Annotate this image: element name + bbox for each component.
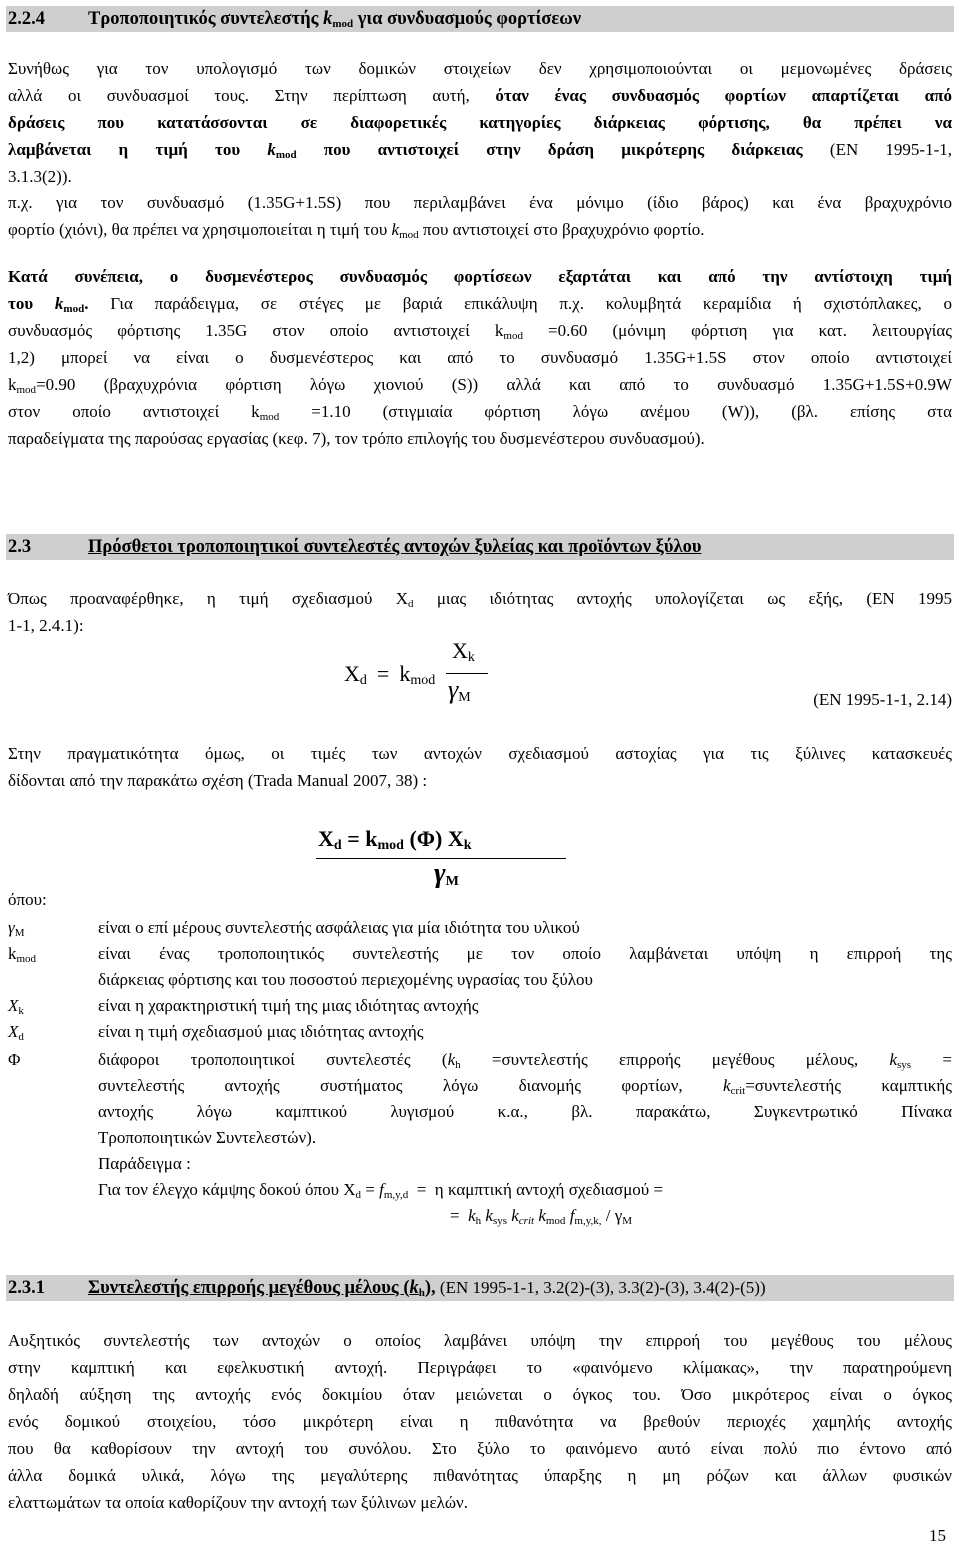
text-run: στον οποίο αντιστοιχεί k (8, 402, 260, 421)
section-title-part: ), (424, 1278, 436, 1298)
text-line: π.χ. για τον συνδυασμό (1.35G+1.5S) που περιλαμβάνει ένα μόνιμο (ίδιο βάρος) και ένα βραχυχρόνιο (8, 193, 952, 212)
paragraph-4 (8, 585, 952, 639)
section-title (88, 1278, 436, 1298)
def-phi-symbol: Φ (8, 1050, 21, 1069)
def-xk-text (98, 993, 952, 1019)
text-run: k (447, 1050, 456, 1069)
eq-symbol: X (447, 826, 464, 851)
subscript: d (333, 838, 342, 853)
definitions-intro: όπου: (8, 890, 47, 909)
text-run: συντελεστής αντοχής συστήματος λόγω διανομής φορτίων, (98, 1076, 723, 1095)
text-line: Κατά συνέπεια, ο δυσμενέστερος συνδυασμός φορτίσεων εξαρτάται και από την αντίστοιχη τιμή (8, 267, 952, 286)
text-line: δίδονται από την παρακάτω σχέση (Trada Manual 2007, 38) : (8, 771, 428, 790)
text-line (8, 82, 952, 109)
text-run: = (450, 1206, 469, 1225)
bold-text: λαμβάνεται η τιμή του (8, 140, 268, 159)
def-symbol: X (8, 1022, 19, 1041)
subscript: h (475, 1215, 482, 1227)
text-run: k (391, 220, 400, 239)
text-run: =0.90 (βραχυχρόνια φόρτιση λόγω χιονιού (S)) αλλά και από το συνδυασμό 1.35G+1.5S+0.9W (36, 375, 952, 394)
eq-symbol: X (452, 638, 468, 663)
text-line: άλλα δομικά υλικά, λόγω της μεγαλύτερης πιθανότητας ύπαρξης η μη ρόζων και άλλων φυσικών (8, 1466, 952, 1485)
example-line-1 (98, 1177, 952, 1203)
text-line (8, 317, 952, 344)
subscript: h (418, 1287, 425, 1299)
text-run: k (507, 1206, 519, 1225)
paragraph-2 (8, 189, 952, 243)
subscript: mod (545, 1215, 566, 1227)
text-run: f (565, 1206, 575, 1225)
subscript: M (14, 927, 25, 939)
text-run: Όπως προαναφέρθηκε, η τιμή σχεδιασμού X (8, 589, 408, 608)
text-line (8, 585, 952, 612)
text-line: στην καμπτική και εφελκυστική αντοχή. Περιγράφει το «φαινόμενο κλίμακας», την παρατηρούμενη (8, 1358, 952, 1377)
section-number: 2.3 (8, 537, 32, 557)
text-run: f (379, 1180, 384, 1199)
text-line: που θα καθορίσουν την αντοχή του συνόλου. Στο ξύλο το φαινόμενο αυτό είναι πολύ πιο έντονο από (8, 1439, 952, 1458)
eq-symbol: γ (434, 858, 446, 889)
def-xk-symbol (8, 996, 24, 1016)
section-number: 2.3.1 (8, 1278, 45, 1298)
text-line (8, 371, 952, 398)
text-run: = (911, 1050, 952, 1069)
subscript: h (455, 1059, 461, 1071)
paragraph-3 (8, 263, 952, 452)
eq-symbol: k (365, 826, 378, 851)
eq-sign: = (341, 826, 366, 851)
text-run: =0.60 (μόνιμη φόρτιση για κατ. λειτουργίας (522, 321, 952, 340)
text-line: είναι η χαρακτηριστική τιμή της μιας ιδιότητας αντοχής (98, 996, 479, 1015)
section-heading-2-3-1 (6, 1275, 954, 1301)
text-line (8, 290, 952, 317)
eq1-denominator (448, 675, 471, 705)
text-line (8, 398, 952, 425)
text-line: ενός δομικού στοιχείου, τόσο μικρότερη είναι η πιθανότητα να βρεθούν περιοχές χαμηλής αντοχής (8, 1412, 952, 1431)
subscript: m,y,k, (574, 1215, 602, 1227)
text-line: Αυξητικός συντελεστής των αντοχών ο οποίος λαμβάνει υπόψη την επιρροή του μεγέθους του μέλους (8, 1331, 952, 1350)
text-line: δράσεις που κατατάσσονται σε διαφορετικές κατηγορίες διάρκειας φόρτισης, θα πρέπει να (8, 113, 952, 132)
text-line (8, 216, 952, 243)
example-line-2 (98, 1203, 952, 1229)
text-line: είναι ο επί μέρους συντελεστής ασφάλειας για μία ιδιότητα του υλικού (98, 918, 580, 937)
text-run: μιας ιδιότητας αντοχής υπολογίζεται ως εξής, (EN 1995 (413, 589, 952, 608)
text-line: δηλαδή αύξηση της αντοχής ενός δοκιμίου όταν μειώνεται ο όγκος του. Όσο μικρότερος είναι ο όγκος (8, 1385, 952, 1404)
subscript: crit (730, 1085, 746, 1097)
section-title-part: k (409, 1278, 419, 1298)
subscript: sys (492, 1215, 507, 1227)
subscript: mod (377, 838, 404, 853)
subscript: d (359, 673, 367, 688)
text-run: (EN 1995-1-1, (802, 140, 952, 159)
def-phi-text (98, 1047, 952, 1229)
section-title-part: Τροποποιητικός συντελεστής (88, 9, 324, 29)
text-line: είναι η τιμή σχεδιασμού μιας ιδιότητας αντοχής (98, 1022, 424, 1041)
text-run: k (468, 1206, 476, 1225)
subscript: mod (63, 303, 85, 315)
subscript: M (622, 1215, 633, 1227)
subscript: mod (503, 330, 523, 342)
paragraph-5 (8, 740, 952, 794)
eq-sign: = (376, 661, 390, 686)
text-run: φορτίο (χιόνι), θα πρέπει να χρησιμοποιείται η τιμή του (8, 220, 392, 239)
text-run: k (723, 1076, 731, 1095)
text-run: που αντιστοιχεί στο βραχυχρόνιο φορτίο. (418, 220, 705, 239)
text-run: =1.10 (στιγμιαία φόρτιση λόγω ανέμου (W)), (βλ. επίσης στα (279, 402, 952, 421)
eq2-numerator (318, 826, 472, 852)
section-heading-2-2-4 (6, 6, 954, 32)
section-number: 2.2.4 (8, 9, 45, 29)
subscript: mod (410, 673, 436, 688)
eq-symbol: k (399, 661, 411, 686)
def-kmod-text (98, 941, 952, 993)
section-heading-2-3 (6, 534, 954, 560)
text-run: / γ (601, 1206, 623, 1225)
subscript: sys (897, 1059, 912, 1071)
bold-text: k (54, 294, 64, 313)
bold-text: όταν ένας συνδυασμός φορτίων απαρτίζεται από (495, 86, 952, 105)
subscript: M (458, 690, 471, 705)
paragraph-6 (8, 1327, 952, 1516)
text-line (8, 136, 952, 163)
text-run: συνδυασμός φόρτισης 1.35G στον οποίο αντιστοιχεί k (8, 321, 504, 340)
eq2-denominator (434, 858, 459, 890)
section-title-part: Συντελεστής επιρροής μεγέθους μέλους ( (88, 1278, 410, 1298)
subscript: mod (399, 229, 419, 241)
def-gamma-m-text (98, 915, 952, 941)
section-title-part: για συνδυασμούς φορτίσεων (353, 9, 582, 29)
eq-symbol: γ (448, 675, 459, 704)
eq1-reference: (EN 1995-1-1, 2.14) (813, 690, 952, 709)
subscript: crit (518, 1215, 535, 1227)
subscript: mod (259, 411, 280, 423)
bold-text: . (84, 294, 89, 313)
text-run: k (889, 1050, 898, 1069)
text-run: = (361, 1180, 380, 1199)
def-xd-symbol (8, 1022, 24, 1042)
eq1-numerator (452, 638, 475, 664)
section-title-k: k (323, 9, 333, 29)
text-line: αντοχής λόγω καμπτικού λυγισμού κ.α., βλ. παρακάτω, Συγκεντρωτικό Πίνακα (98, 1102, 952, 1121)
def-symbol: γ (8, 918, 15, 937)
text-run: Για τον έλεγχο κάμψης δοκού όπου X (98, 1180, 356, 1199)
text-line: είναι ένας τροποποιητικός συντελεστής με τον οποίο λαμβάνεται υπόψη η επιρροή της (98, 944, 952, 963)
def-symbol: X (8, 996, 19, 1015)
def-gamma-m-symbol (8, 918, 24, 938)
text-run: k (8, 375, 17, 394)
section-title: Πρόσθετοι τροποποιητικοί συντελεστές αντοχών ξυλείας και προϊόντων ξύλου (88, 537, 702, 557)
text-run: Για παράδειγμα, σε στέγες με βαριά επικάλυψη π.χ. κολυμβητά κεραμίδια ή σχιστόπλακες, ο (88, 294, 952, 313)
text-run: αλλά οι συνδυασμοί τους. Στην περίπτωση αυτή, (8, 86, 496, 105)
eq1-lhs (344, 661, 435, 687)
subscript: m,y,d (383, 1189, 409, 1201)
subscript: d (355, 1189, 362, 1201)
text-line: Στην πραγματικότητα όμως, οι τιμές των αντοχών σχεδιασμού αστοχίας για τις ξύλινες κατασκευές (8, 744, 952, 763)
text-line: Τροποποιητικών Συντελεστών). (98, 1128, 317, 1147)
text-line: ελαττωμάτων τα οποία καθορίζουν την αντοχή των ξύλινων μελών. (8, 1493, 468, 1512)
subscript: mod (16, 384, 37, 396)
subscript: d (408, 598, 414, 610)
subscript: k (18, 1005, 24, 1017)
page-number: 15 (929, 1526, 946, 1545)
text-run: k (481, 1206, 493, 1225)
text-line (98, 1073, 952, 1099)
text-run: =συντελεστής καμπτικής (745, 1076, 952, 1095)
bold-text: k (267, 140, 276, 159)
eq-symbol: (Φ) (403, 826, 448, 851)
subscript: mod (275, 149, 297, 161)
subscript: d (18, 1031, 24, 1043)
example-title: Παράδειγμα : (98, 1154, 191, 1173)
eq-symbol: X (344, 661, 360, 686)
section-title-sub: mod (332, 18, 354, 30)
text-run: = η καμπτική αντοχή σχεδιασμού = (408, 1180, 664, 1199)
text-run: =συντελεστής επιρροής μεγέθους μέλους, (460, 1050, 890, 1069)
bold-text: που αντιστοιχεί στην δράση μικρότερης διάρκειας (296, 140, 803, 159)
subscript: k (463, 838, 472, 853)
text-line: 3.1.3(2)). (8, 167, 72, 186)
text-line: Συνήθως για τον υπολογισμό των δομικών στοιχείων δεν χρησιμοποιούνται οι μεμονωμένες δράσεις (8, 59, 952, 78)
bold-text: του (8, 294, 55, 313)
text-line: 1-1, 2.4.1): (8, 616, 84, 635)
text-line: παραδείγματα της παρούσας εργασίας (κεφ. 7), τον τρόπο επιλογής του δυσμενέστερου συνδυασμού). (8, 429, 705, 448)
section-reference: (EN 1995-1-1, 3.2(2)-(3), 3.3(2)-(3), 3.4(2)-(5)) (435, 1278, 766, 1297)
text-line: 1,2) μπορεί να είναι ο δυσμενέστερος και από το συνδυασμό 1.35G+1.5S στον οποίο αντιστοιχεί (8, 348, 952, 367)
subscript: mod (16, 953, 37, 965)
def-xd-text (98, 1019, 952, 1045)
paragraph-1 (8, 55, 952, 190)
subscript: k (467, 650, 475, 665)
def-kmod-symbol (8, 944, 36, 964)
text-run: διάφοροι τροποποιητικοί συντελεστές ( (98, 1050, 448, 1069)
def-symbol: k (8, 944, 17, 963)
subscript: M (445, 874, 459, 889)
text-line: διάρκειας φόρτισης και του ποσοστού περιεχομένης υγρασίας του ξύλου (98, 970, 593, 989)
text-run: k (534, 1206, 546, 1225)
eq-symbol: X (318, 826, 334, 851)
text-line (98, 1047, 952, 1073)
eq1-fraction-bar (446, 673, 488, 674)
